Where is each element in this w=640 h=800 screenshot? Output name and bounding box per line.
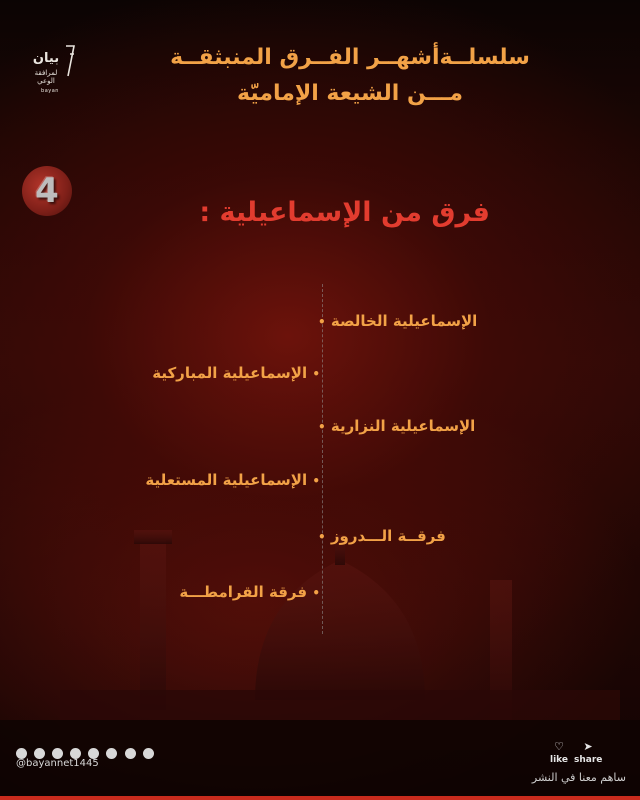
series-title-line-2: مـــن الشيعة الإماميّة — [237, 81, 463, 106]
timeline-item-label: فرقــة الـــدروز — [330, 527, 446, 545]
bullet-dot-icon: • — [312, 474, 320, 488]
main-heading: فرق من الإسماعيلية : — [199, 197, 490, 228]
timeline-item — [152, 364, 320, 382]
brand-logo — [28, 42, 76, 96]
logo-small-text: bayan — [41, 88, 59, 94]
social-handle[interactable]: @bayannet1445 — [16, 758, 99, 769]
bullet-dot-icon: • — [312, 586, 320, 600]
series-title — [150, 40, 550, 112]
share-arrow-icon: ➤ — [583, 740, 593, 753]
bottom-accent-bar — [0, 796, 640, 800]
series-title-line-1: سلسلــةأشهــر الفــرق المنبثقــة — [170, 45, 530, 70]
social-icons — [16, 743, 156, 757]
share-label: share — [574, 755, 603, 765]
timeline-divider — [322, 284, 323, 634]
google-plus-icon[interactable] — [143, 748, 154, 759]
logo-name: بيان — [32, 51, 60, 66]
like-button[interactable] — [548, 741, 570, 765]
bullet-dot-icon: • — [318, 315, 326, 329]
bullet-dot-icon: • — [312, 367, 320, 381]
logo-tagline: لمرافقة الوعي — [34, 69, 58, 85]
facebook-icon[interactable] — [125, 748, 136, 759]
timeline-item — [318, 312, 477, 330]
timeline-item — [318, 417, 475, 435]
bullet-dot-icon: • — [318, 420, 326, 434]
logo-mark-icon — [64, 44, 76, 78]
heart-icon: ♡ — [554, 740, 564, 753]
timeline-item-label: الإسماعيلية المستعلية — [145, 471, 308, 489]
timeline-item-label: فرقة القرامطـــة — [179, 583, 308, 601]
number-badge — [22, 166, 72, 216]
call-to-action: ساهم معنا في النشر — [531, 771, 626, 784]
timeline-item — [145, 471, 320, 489]
timeline-item — [318, 527, 446, 545]
timeline-item-label: الإسماعيلية النزارية — [330, 417, 476, 435]
timeline-item-label: الإسماعيلية الخالصة — [330, 312, 478, 330]
timeline-item — [179, 583, 320, 601]
timeline-item-label: الإسماعيلية المباركية — [152, 364, 308, 382]
like-label: like — [549, 755, 569, 765]
share-button[interactable] — [574, 741, 602, 765]
bullet-dot-icon: • — [318, 530, 326, 544]
number-badge-value: 4 — [35, 171, 59, 211]
